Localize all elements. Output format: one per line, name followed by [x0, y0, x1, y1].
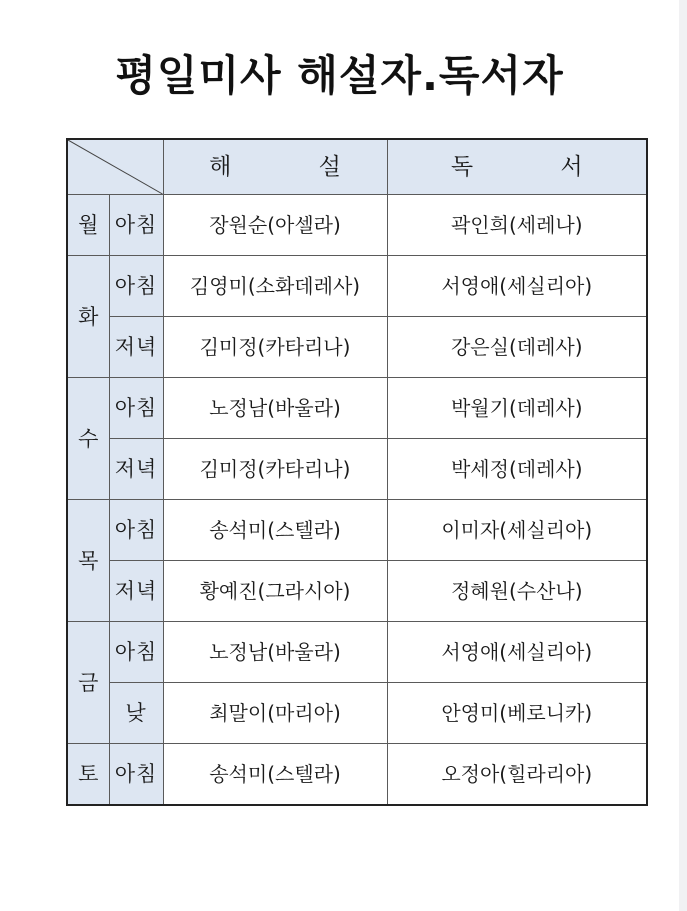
commentator-cell: 김미정(카타리나) [163, 317, 387, 378]
table-row [67, 500, 647, 561]
reader-cell: 서영애(세실리아) [387, 622, 647, 683]
time-cell: 아침 [109, 622, 163, 683]
commentator-cell: 최말이(마리아) [163, 683, 387, 744]
table-row [67, 195, 647, 256]
commentator-cell: 김미정(카타리나) [163, 439, 387, 500]
page-title: 평일미사 해설자.독서자 [115, 51, 564, 100]
reader-cell: 안영미(베로니카) [387, 683, 647, 744]
time-cell: 아침 [109, 378, 163, 439]
day-sat: 토 [67, 744, 109, 806]
table-row [67, 744, 647, 806]
reader-cell: 이미자(세실리아) [387, 500, 647, 561]
commentator-cell: 황예진(그라시아) [163, 561, 387, 622]
time-cell: 저녁 [109, 317, 163, 378]
reader-cell: 강은실(데레사) [387, 317, 647, 378]
day-mon: 월 [67, 195, 109, 256]
day-fri: 금 [67, 622, 109, 744]
time-cell: 아침 [109, 744, 163, 806]
diagonal-divider [68, 140, 163, 194]
table-row [67, 439, 647, 500]
table-row [67, 683, 647, 744]
commentator-cell: 노정남(바울라) [163, 378, 387, 439]
table-row [67, 378, 647, 439]
schedule-table [66, 138, 648, 806]
table-row [67, 317, 647, 378]
corner-cell [67, 139, 163, 195]
table-row [67, 256, 647, 317]
day-tue: 화 [67, 256, 109, 378]
table-row [67, 622, 647, 683]
commentator-cell: 송석미(스텔라) [163, 500, 387, 561]
commentator-cell: 장원순(아셀라) [163, 195, 387, 256]
time-cell: 아침 [109, 256, 163, 317]
commentator-cell: 노정남(바울라) [163, 622, 387, 683]
time-cell: 저녁 [109, 439, 163, 500]
reader-cell: 곽인희(세레나) [387, 195, 647, 256]
table-row [67, 561, 647, 622]
commentator-cell: 김영미(소화데레사) [163, 256, 387, 317]
reader-cell: 오정아(힐라리아) [387, 744, 647, 806]
reader-cell: 박월기(데레사) [387, 378, 647, 439]
header-commentator: 해 설 [163, 139, 387, 195]
reader-cell: 박세정(데레사) [387, 439, 647, 500]
day-wed: 수 [67, 378, 109, 500]
time-cell: 아침 [109, 500, 163, 561]
time-cell: 낮 [109, 683, 163, 744]
day-thu: 목 [67, 500, 109, 622]
commentator-cell: 송석미(스텔라) [163, 744, 387, 806]
header-reader: 독 서 [387, 139, 647, 195]
header-row [67, 139, 647, 195]
reader-cell: 서영애(세실리아) [387, 256, 647, 317]
time-cell: 아침 [109, 195, 163, 256]
reader-cell: 정혜원(수산나) [387, 561, 647, 622]
time-cell: 저녁 [109, 561, 163, 622]
